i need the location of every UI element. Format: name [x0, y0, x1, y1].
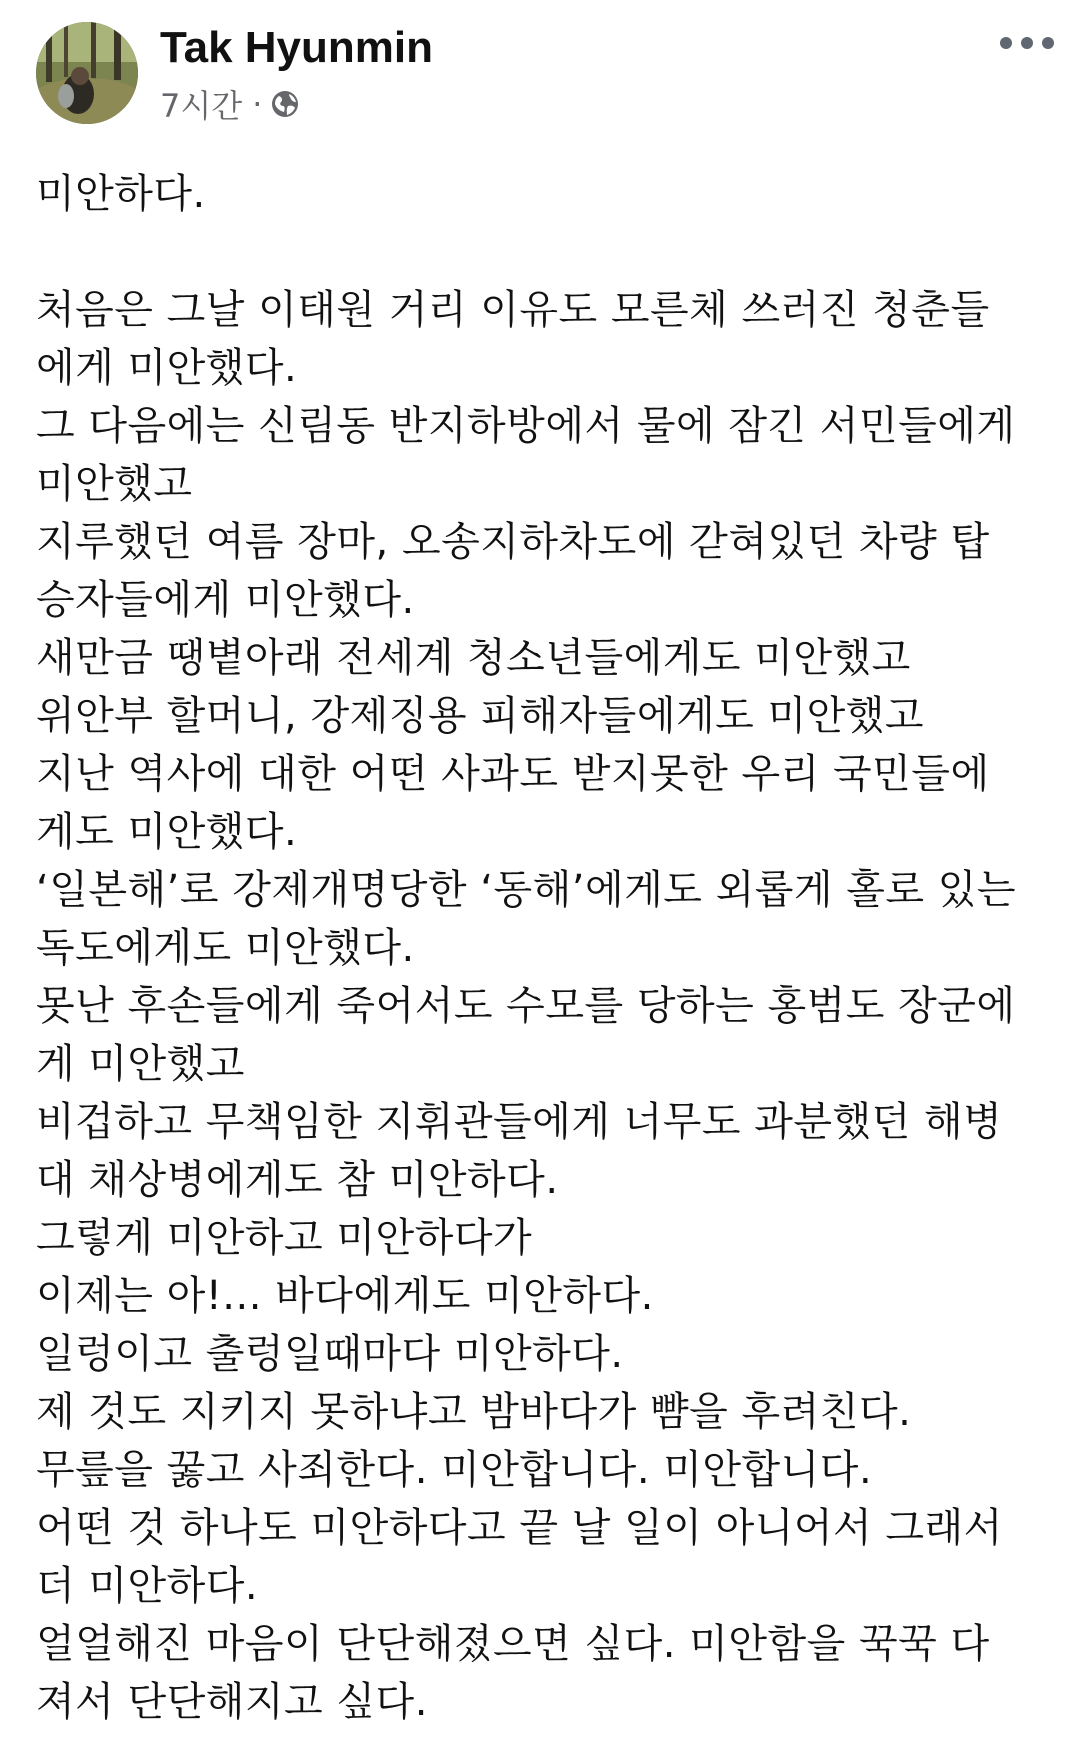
post-text-line: 못난 후손들에게 죽어서도 수모를 당하는 홍범도 장군에: [36, 983, 1016, 1029]
author-name[interactable]: Tak Hyunmin: [160, 23, 434, 72]
meta-separator: ·: [252, 85, 263, 123]
post-text-line: 미안하다.: [36, 171, 206, 217]
post-text-line: 얼얼해진 마음이 단단해졌으면 싶다. 미안함을 꾹꾹 다: [36, 1621, 990, 1667]
post-text-line: 게 미안했고: [36, 1041, 245, 1087]
post-text-line: 대 채상병에게도 참 미안하다.: [36, 1157, 559, 1203]
post-text-line: 독도에게도 미안했다.: [36, 925, 415, 971]
post-text-line: 더 미안하다.: [36, 1563, 259, 1609]
post-text-line: 일렁이고 출렁일때마다 미안하다.: [36, 1331, 624, 1377]
author-avatar[interactable]: [36, 22, 138, 124]
post-text-line: 어떤 것 하나도 미안하다고 끝 날 일이 아니어서 그래서: [36, 1505, 1003, 1551]
post-meta: [160, 84, 300, 124]
post-text-line: 지난 역사에 대한 어떤 사과도 받지못한 우리 국민들에: [36, 751, 990, 797]
more-options-icon-dot: [1021, 37, 1033, 49]
post-text-line: 지루했던 여름 장마, 오송지하차도에 갇혀있던 차량 탑: [36, 519, 990, 565]
post-text-line: [36, 223, 1046, 281]
globe-icon: [270, 89, 300, 119]
post-text-line: 위안부 할머니, 강제징용 피해자들에게도 미안했고: [36, 693, 925, 739]
post-text-line: 무릎을 꿇고 사죄한다. 미안합니다. 미안합니다.: [36, 1447, 873, 1493]
post-text-line: 새만금 땡볕아래 전세계 청소년들에게도 미안했고: [36, 635, 911, 681]
more-options-icon-dot: [1042, 37, 1054, 49]
post-text-line: 이제는 아!... 바다에게도 미안하다.: [36, 1273, 654, 1319]
profile-photo-icon: [36, 22, 138, 124]
post-text-line: 비겁하고 무책임한 지휘관들에게 너무도 과분했던 해병: [36, 1099, 1003, 1145]
post-text-line: 게도 미안했다.: [36, 809, 298, 855]
post-text-line: ‘일본해’로 강제개명당한 ‘동해’에게도 외롭게 홀로 있는: [36, 867, 1017, 913]
post-text-line: 승자들에게 미안했다.: [36, 577, 415, 623]
post-text-line: 그렇게 미안하고 미안하다가: [36, 1215, 533, 1261]
post-text-line: 제 것도 지키지 못하냐고 밤바다가 뺨을 후려친다.: [36, 1389, 912, 1435]
post-body: [36, 165, 1046, 1731]
post-text-line: 그 다음에는 신림동 반지하방에서 물에 잠긴 서민들에게: [36, 403, 1016, 449]
post-text-line: 져서 단단해지고 싶다.: [36, 1679, 428, 1725]
post-header: [0, 0, 1080, 140]
more-options-button[interactable]: [1000, 26, 1054, 60]
more-options-icon: [1000, 37, 1012, 49]
post-timestamp[interactable]: 7시간: [160, 87, 243, 125]
post-text-line: 미안했고: [36, 461, 193, 507]
post-text-line: 처음은 그날 이태원 거리 이유도 모른체 쓰러진 청춘들: [36, 287, 990, 333]
post-text-line: 에게 미안했다.: [36, 345, 298, 391]
